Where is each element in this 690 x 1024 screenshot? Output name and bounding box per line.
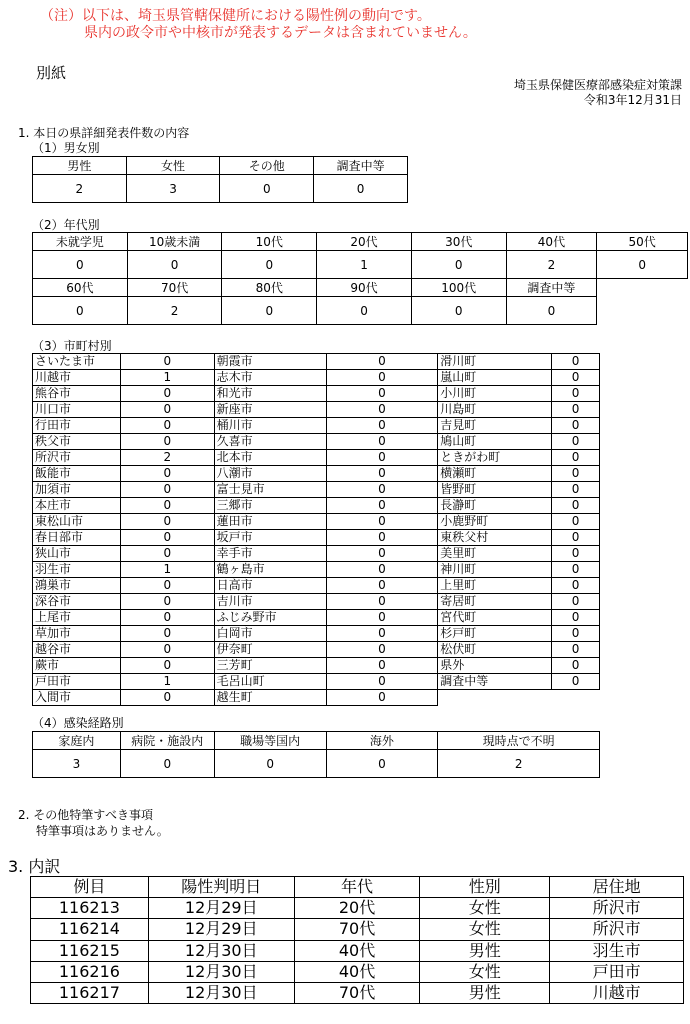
municipality-count: 0: [326, 610, 438, 626]
municipality-name: 桶川市: [214, 418, 326, 434]
age-value: 0: [597, 251, 688, 279]
breakdown-header: 居住地: [550, 877, 684, 898]
age-value: 0: [411, 251, 506, 279]
breakdown-cell: 116217: [31, 982, 149, 1003]
municipality-name: 加須市: [33, 482, 121, 498]
age-value: 0: [222, 251, 317, 279]
municipality-name: 川口市: [33, 402, 121, 418]
breakdown-cell: 40代: [294, 940, 420, 961]
route-header: 現時点で不明: [438, 732, 600, 750]
municipality-count: 0: [552, 530, 600, 546]
municipality-count: 0: [326, 434, 438, 450]
municipality-name: 和光市: [214, 386, 326, 402]
municipality-count: 0: [552, 498, 600, 514]
municipality-count: 0: [552, 466, 600, 482]
municipality-count: 0: [120, 498, 214, 514]
age-header: 10代: [222, 233, 317, 251]
municipality-name: 県外: [438, 658, 552, 674]
municipality-name: 鶴ヶ島市: [214, 562, 326, 578]
municipality-count: 0: [552, 482, 600, 498]
breakdown-cell: 男性: [420, 982, 550, 1003]
municipality-name: 皆野町: [438, 482, 552, 498]
municipality-count: 0: [120, 578, 214, 594]
municipality-name: 嵐山町: [438, 370, 552, 386]
notice: [40, 8, 477, 42]
section2-title: 2. その他特筆すべき事項: [18, 808, 154, 822]
municipality-name: 戸田市: [33, 674, 121, 690]
age-header: 30代: [411, 233, 506, 251]
municipality-row: [33, 482, 600, 498]
age-header: 100代: [411, 279, 506, 297]
municipality-title: （3）市町村別: [32, 339, 112, 353]
age-empty-cell: [597, 297, 688, 325]
breakdown-header: 陽性判明日: [148, 877, 294, 898]
municipality-count: 0: [120, 530, 214, 546]
municipality-name: ふじみ野市: [214, 610, 326, 626]
municipality-count: 0: [552, 642, 600, 658]
municipality-name: 春日部市: [33, 530, 121, 546]
municipality-name: 狭山市: [33, 546, 121, 562]
gender-title: （1）男女別: [32, 141, 100, 155]
municipality-name: 朝霞市: [214, 354, 326, 370]
municipality-name: 新座市: [214, 402, 326, 418]
municipality-row: [33, 674, 600, 690]
breakdown-row: [31, 898, 684, 919]
age-value: 0: [411, 297, 506, 325]
gender-value: 0: [314, 175, 408, 203]
municipality-count: 0: [552, 434, 600, 450]
municipality-name: さいたま市: [33, 354, 121, 370]
municipality-name: 調査中等: [438, 674, 552, 690]
municipality-name: 草加市: [33, 626, 121, 642]
municipality-count: 0: [120, 434, 214, 450]
municipality-name: 宮代町: [438, 610, 552, 626]
municipality-name: 川越市: [33, 370, 121, 386]
breakdown-cell: 所沢市: [550, 919, 684, 940]
age-value: 0: [506, 297, 597, 325]
municipality-row: [33, 690, 600, 706]
municipality-row: [33, 434, 600, 450]
route-header: 海外: [326, 732, 438, 750]
age-value: 2: [506, 251, 597, 279]
breakdown-cell: 女性: [420, 898, 550, 919]
breakdown-cell: 所沢市: [550, 898, 684, 919]
municipality-name: 小鹿野町: [438, 514, 552, 530]
municipality-name: 杉戸町: [438, 626, 552, 642]
municipality-name: 美里町: [438, 546, 552, 562]
municipality-name: 蕨市: [33, 658, 121, 674]
municipality-name: 伊奈町: [214, 642, 326, 658]
breakdown-header: 年代: [294, 877, 420, 898]
municipality-count: 0: [552, 578, 600, 594]
issuer-block: [382, 78, 682, 108]
municipality-row: [33, 370, 600, 386]
municipality-name: 坂戸市: [214, 530, 326, 546]
gender-value: 2: [33, 175, 127, 203]
breakdown-cell: 70代: [294, 982, 420, 1003]
municipality-empty-cell: [438, 690, 552, 706]
age-header: 未就学児: [33, 233, 128, 251]
municipality-count: 0: [552, 402, 600, 418]
municipality-count: 0: [120, 482, 214, 498]
breakdown-cell: 70代: [294, 919, 420, 940]
gender-header: 女性: [126, 157, 220, 175]
municipality-row: [33, 514, 600, 530]
municipality-count: 0: [120, 386, 214, 402]
municipality-name: 深谷市: [33, 594, 121, 610]
municipality-count: 0: [326, 450, 438, 466]
municipality-name: 秩父市: [33, 434, 121, 450]
municipality-count: 0: [552, 386, 600, 402]
notice-line-2: 県内の政令市や中核市が発表するデータは含まれていません。: [84, 25, 477, 41]
municipality-name: 八潮市: [214, 466, 326, 482]
municipality-name: 鳩山町: [438, 434, 552, 450]
breakdown-cell: 116214: [31, 919, 149, 940]
municipality-count: 0: [326, 498, 438, 514]
municipality-row: [33, 466, 600, 482]
breakdown-header: 性別: [420, 877, 550, 898]
municipality-count: 0: [552, 514, 600, 530]
age-header: 90代: [317, 279, 412, 297]
municipality-count: 0: [120, 514, 214, 530]
municipality-name: 上里町: [438, 578, 552, 594]
municipality-count: 0: [120, 658, 214, 674]
municipality-row: [33, 530, 600, 546]
age-table: [32, 232, 688, 325]
municipality-name: 三芳町: [214, 658, 326, 674]
municipality-name: 熊谷市: [33, 386, 121, 402]
municipality-count: 0: [326, 626, 438, 642]
age-empty-cell: [597, 279, 688, 297]
municipality-count: 0: [120, 546, 214, 562]
age-header: 70代: [127, 279, 222, 297]
municipality-name: 東松山市: [33, 514, 121, 530]
municipality-count: 1: [120, 674, 214, 690]
route-header: 家庭内: [33, 732, 121, 750]
municipality-count: 0: [326, 690, 438, 706]
municipality-name: 吉見町: [438, 418, 552, 434]
section2-body: 特筆事項はありません。: [36, 824, 169, 838]
municipality-count: 0: [552, 450, 600, 466]
municipality-name: 富士見市: [214, 482, 326, 498]
municipality-name: 吉川市: [214, 594, 326, 610]
route-value: 0: [326, 750, 438, 778]
municipality-name: 所沢市: [33, 450, 121, 466]
municipality-count: 0: [552, 562, 600, 578]
municipality-row: [33, 498, 600, 514]
gender-table: [32, 156, 408, 203]
municipality-count: 0: [552, 594, 600, 610]
breakdown-cell: 戸田市: [550, 961, 684, 982]
route-title: （4）感染経路別: [32, 716, 124, 730]
municipality-name: 本庄市: [33, 498, 121, 514]
municipality-name: 飯能市: [33, 466, 121, 482]
municipality-count: 0: [326, 418, 438, 434]
gender-header: その他: [220, 157, 314, 175]
gender-value: 0: [220, 175, 314, 203]
municipality-name: 東秩父村: [438, 530, 552, 546]
age-header: 10歳未満: [127, 233, 222, 251]
breakdown-row: [31, 982, 684, 1003]
breakdown-cell: 川越市: [550, 982, 684, 1003]
municipality-table: [32, 353, 600, 706]
breakdown-cell: 12月30日: [148, 940, 294, 961]
breakdown-cell: 女性: [420, 919, 550, 940]
municipality-count: 0: [326, 402, 438, 418]
breakdown-cell: 116216: [31, 961, 149, 982]
municipality-row: [33, 402, 600, 418]
gender-value: 3: [126, 175, 220, 203]
municipality-count: 0: [326, 514, 438, 530]
municipality-name: 横瀬町: [438, 466, 552, 482]
municipality-name: 鴻巣市: [33, 578, 121, 594]
municipality-count: 0: [120, 418, 214, 434]
age-value: 1: [317, 251, 412, 279]
breakdown-header: 例目: [31, 877, 149, 898]
municipality-empty-cell: [552, 690, 600, 706]
municipality-count: 0: [552, 626, 600, 642]
municipality-name: 越生町: [214, 690, 326, 706]
municipality-row: [33, 562, 600, 578]
municipality-count: 0: [326, 658, 438, 674]
municipality-row: [33, 578, 600, 594]
age-header: 60代: [33, 279, 128, 297]
municipality-name: 白岡市: [214, 626, 326, 642]
municipality-name: 松伏町: [438, 642, 552, 658]
municipality-count: 0: [120, 354, 214, 370]
municipality-count: 0: [326, 466, 438, 482]
municipality-name: 久喜市: [214, 434, 326, 450]
breakdown-row: [31, 940, 684, 961]
municipality-row: [33, 626, 600, 642]
municipality-count: 0: [120, 610, 214, 626]
municipality-count: 0: [326, 546, 438, 562]
municipality-count: 0: [552, 354, 600, 370]
age-value: 0: [222, 297, 317, 325]
age-header: 20代: [317, 233, 412, 251]
municipality-count: 0: [120, 626, 214, 642]
municipality-name: 北本市: [214, 450, 326, 466]
municipality-row: [33, 450, 600, 466]
age-header: 40代: [506, 233, 597, 251]
route-value: 3: [33, 750, 121, 778]
age-value: 0: [317, 297, 412, 325]
route-value: 0: [120, 750, 214, 778]
municipality-count: 0: [326, 370, 438, 386]
municipality-name: ときがわ町: [438, 450, 552, 466]
breakdown-row: [31, 919, 684, 940]
municipality-name: 幸手市: [214, 546, 326, 562]
municipality-name: 長瀞町: [438, 498, 552, 514]
gender-header: 調査中等: [314, 157, 408, 175]
municipality-count: 0: [120, 402, 214, 418]
municipality-count: 1: [120, 562, 214, 578]
municipality-name: 入間市: [33, 690, 121, 706]
municipality-row: [33, 546, 600, 562]
breakdown-cell: 116215: [31, 940, 149, 961]
municipality-count: 0: [326, 354, 438, 370]
route-value: 2: [438, 750, 600, 778]
breakdown-row: [31, 961, 684, 982]
breakdown-cell: 羽生市: [550, 940, 684, 961]
municipality-name: 羽生市: [33, 562, 121, 578]
municipality-name: 蓮田市: [214, 514, 326, 530]
breakdown-cell: 12月30日: [148, 982, 294, 1003]
municipality-name: 毛呂山町: [214, 674, 326, 690]
municipality-name: 神川町: [438, 562, 552, 578]
age-header: 調査中等: [506, 279, 597, 297]
notice-line-1: （注）以下は、埼玉県管轄保健所における陽性例の動向です。: [40, 8, 431, 24]
date: 令和3年12月31日: [583, 93, 682, 107]
municipality-count: 0: [326, 578, 438, 594]
municipality-row: [33, 658, 600, 674]
municipality-count: 2: [120, 450, 214, 466]
municipality-count: 0: [120, 466, 214, 482]
municipality-count: 0: [552, 418, 600, 434]
municipality-name: 志木市: [214, 370, 326, 386]
municipality-count: 0: [552, 546, 600, 562]
municipality-row: [33, 386, 600, 402]
municipality-row: [33, 418, 600, 434]
municipality-name: 上尾市: [33, 610, 121, 626]
gender-header: 男性: [33, 157, 127, 175]
breakdown-cell: 女性: [420, 961, 550, 982]
route-value: 0: [214, 750, 326, 778]
breakdown-table: [30, 876, 684, 1004]
municipality-count: 0: [120, 594, 214, 610]
age-value: 2: [127, 297, 222, 325]
issuer: 埼玉県保健医療部感染症対策課: [513, 78, 682, 92]
municipality-count: 0: [326, 594, 438, 610]
municipality-name: 三郷市: [214, 498, 326, 514]
breakdown-cell: 40代: [294, 961, 420, 982]
municipality-name: 寄居町: [438, 594, 552, 610]
municipality-count: 0: [326, 642, 438, 658]
municipality-name: 日高市: [214, 578, 326, 594]
section1-title: 1. 本日の県詳細発表件数の内容: [18, 126, 190, 140]
municipality-name: 行田市: [33, 418, 121, 434]
municipality-row: [33, 354, 600, 370]
age-value: 0: [33, 297, 128, 325]
breakdown-cell: 12月29日: [148, 898, 294, 919]
breakdown-cell: 男性: [420, 940, 550, 961]
municipality-count: 0: [552, 674, 600, 690]
section3-title: 3. 内訳: [8, 857, 61, 876]
municipality-count: 0: [326, 562, 438, 578]
municipality-row: [33, 594, 600, 610]
municipality-name: 滑川町: [438, 354, 552, 370]
attachment-label: 別紙: [36, 64, 67, 82]
municipality-count: 1: [120, 370, 214, 386]
municipality-name: 小川町: [438, 386, 552, 402]
age-header: 50代: [597, 233, 688, 251]
municipality-row: [33, 610, 600, 626]
municipality-count: 0: [326, 530, 438, 546]
route-header: 職場等国内: [214, 732, 326, 750]
age-header: 80代: [222, 279, 317, 297]
municipality-name: 越谷市: [33, 642, 121, 658]
breakdown-cell: 20代: [294, 898, 420, 919]
breakdown-cell: 12月29日: [148, 919, 294, 940]
municipality-count: 0: [552, 610, 600, 626]
route-table: [32, 731, 600, 778]
municipality-row: [33, 642, 600, 658]
age-value: 0: [33, 251, 128, 279]
municipality-name: 川島町: [438, 402, 552, 418]
age-value: 0: [127, 251, 222, 279]
municipality-count: 0: [552, 370, 600, 386]
municipality-count: 0: [326, 386, 438, 402]
breakdown-cell: 12月30日: [148, 961, 294, 982]
municipality-count: 0: [552, 658, 600, 674]
route-header: 病院・施設内: [120, 732, 214, 750]
municipality-count: 0: [120, 642, 214, 658]
breakdown-cell: 116213: [31, 898, 149, 919]
municipality-count: 0: [326, 482, 438, 498]
municipality-count: 0: [326, 674, 438, 690]
age-title: （2）年代別: [32, 218, 100, 232]
municipality-count: 0: [120, 690, 214, 706]
